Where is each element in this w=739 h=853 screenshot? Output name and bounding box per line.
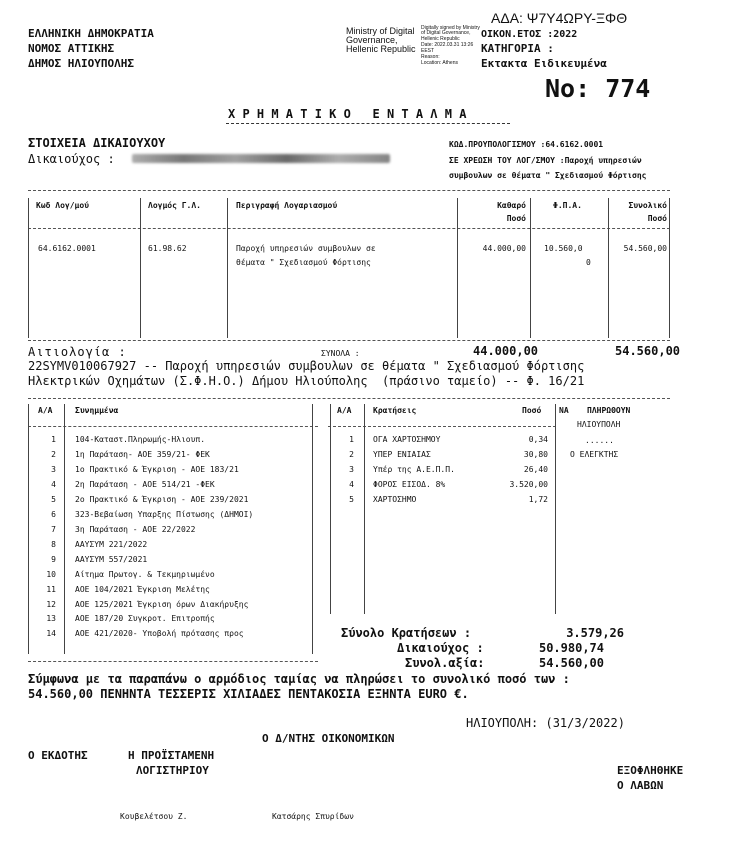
signature-line-3: Hellenic Republic: [421, 36, 460, 42]
attachment-number: 11: [46, 585, 56, 594]
attachment-number: 12: [46, 600, 56, 609]
org-line-1: ΕΛΛΗΝΙΚΗ ΔΗΜΟΚΡΑΤΙΑ: [28, 27, 154, 40]
paid-off-label: ΕΞΟΦΛΗΘΗΚΕ: [617, 764, 684, 777]
row-vat-1: 10.560,0: [544, 244, 583, 253]
deduction-number: 3: [349, 465, 354, 474]
finance-director: Ο Δ/ΝΤΗΣ ΟΙΚΟΝΟΜΙΚΩΝ: [262, 732, 395, 745]
payment-checker: Ο ΕΛΕΓΚΤΗΣ: [570, 450, 619, 459]
signature-line-5: EEST: [421, 48, 435, 54]
row-account-code: 64.6162.0001: [38, 244, 96, 253]
attachment-item: 1η Παράταση- ΑΟΕ 359/21- ΦΕΚ: [75, 450, 210, 459]
th-account-code: Κωδ Λογ/μού: [36, 201, 89, 210]
org-line-3: ΔΗΜΟΣ ΗΛΙΟΥΠΟΛΗΣ: [28, 57, 134, 70]
deduction-amount: 1,72: [528, 495, 548, 504]
attachment-item: ΑΟΕ 125/2021 Έγκριση όρων Διακήρυξης: [75, 600, 249, 609]
deduction-number: 5: [349, 495, 354, 504]
justification-line-1: 22SYMV010067927 -- Παροχή υπηρεσιών συμβουλων σε θέματα " Σχεδιασμού Φόρτισης: [28, 359, 585, 373]
head-label-2: ΛΟΓΙΣΤΗΡΙΟΥ: [136, 764, 209, 777]
redacted-beneficiary-name: [132, 154, 390, 163]
payment-city: ΗΛΙΟΥΠΟΛΗ: [577, 420, 621, 429]
org-line-2: ΝΟΜΟΣ ΑΤΤΙΚΗΣ: [28, 42, 115, 55]
attachment-number: 10: [46, 570, 56, 579]
attachment-item: 104-Καταστ.Πληρωμής-Ηλιουπ.: [75, 435, 206, 444]
head-name: Κατσάρης Σπυρίδων: [272, 812, 354, 821]
th-vat: Φ.Π.Α.: [553, 201, 582, 210]
payment-statement-2: 54.560,00 ΠΕΝΗΝΤΑ ΤΕΣΣΕΡΙΣ ΧΙΛΙΑΔΕΣ ΠΕΝΤΑΚΟΣΙΑ ΕΞΗΝΤΑ EURO €.: [28, 687, 469, 701]
budget-code: ΚΩΔ.ΠΡΟΥΠΟΛΟΓΙΣΜΟΥ :64.6162.0001: [449, 140, 604, 149]
attachment-number: 13: [46, 614, 56, 623]
ada-code: ΑΔΑ: Ψ7Υ4ΩΡΥ-ΞΦΘ: [491, 10, 628, 26]
totals-net: 44.000,00: [473, 344, 539, 358]
deduction-name: ΟΓΑ ΧΑΡΤΟΣΗΜΟΥ: [373, 435, 441, 444]
issuer-label: Ο ΕΚΔΟΤΗΣ: [28, 749, 88, 762]
attachment-number: 8: [51, 540, 56, 549]
th-deduction-amount: Ποσό: [522, 406, 542, 415]
total-value-label: Συνολ.αξία:: [405, 656, 485, 670]
deduction-name: ΧΑΡΤΟΣΗΜΟ: [373, 495, 417, 504]
head-label-1: Η ΠΡΟΪΣΤΑΜΕΝΗ: [128, 749, 215, 762]
attachment-item: 1ο Πρακτικό & Έγκριση - ΑΟΕ 183/21: [75, 465, 239, 474]
signature-line-4: Date: 2022.03.31 13:26: [421, 42, 474, 48]
category-value: Εκτακτα Ειδικευμένα: [481, 57, 607, 70]
signature-line-2: of Digital Governance,: [421, 30, 471, 36]
th-description: Περιγραφή Λογαριασμού: [236, 201, 338, 210]
deduction-name: Υπέρ της Α.Ε.Π.Π.: [373, 465, 455, 474]
attachment-item: ΑΟΕ 104/2021 Έγκριση Μελέτης: [75, 585, 210, 594]
row-net-amount: 44.000,00: [482, 244, 526, 253]
th-net-1: Καθαρό: [497, 201, 526, 210]
issuer-name: Κουβελέτσου Ζ.: [120, 812, 188, 821]
beneficiary-heading: ΣΤΟΙΧΕΙΑ ΔΙΚΑΙΟΥΧΟΥ: [28, 136, 166, 150]
attachment-number: 7: [51, 525, 56, 534]
attachment-number: 1: [51, 435, 56, 444]
payment-statement-1: Σύμφωνα με τα παραπάνω ο αρμόδιος ταμίας να πληρώσει το συνολικό ποσό των :: [28, 672, 570, 686]
place-date: ΗΛΙΟΥΠΟΛΗ: (31/3/2022): [466, 716, 625, 730]
ministry-line-1: Ministry of Digital: [346, 26, 415, 36]
attachment-number: 9: [51, 555, 56, 564]
totals-total: 54.560,00: [615, 344, 681, 358]
row-gl-account: 61.98.62: [148, 244, 187, 253]
totals-label: ΣΥΝΟΛΑ :: [321, 349, 360, 358]
fiscal-year: ΟΙΚΟΝ.ΕΤΟΣ :2022: [481, 29, 578, 40]
attachment-item: 2ο Πρακτικό & Έγκριση - ΑΟΕ 239/2021: [75, 495, 249, 504]
signature-line-1: Digitally signed by Ministry: [421, 25, 480, 31]
th-deductions: Κρατήσεις: [373, 406, 417, 415]
total-value-amount: 54.560,00: [538, 656, 604, 670]
attachment-number: 2: [51, 450, 56, 459]
attachment-number: 4: [51, 480, 56, 489]
attachment-item: ΑΑΥΣΥΜ 557/2021: [75, 555, 148, 564]
document-number: No: 774: [545, 74, 651, 103]
row-description-1: Παροχή υπηρεσιών συμβουλων σε: [236, 244, 376, 253]
row-total-amount: 54.560,00: [623, 244, 667, 253]
beneficiary-label: Δικαιούχος :: [28, 152, 115, 166]
row-vat-2: 0: [586, 258, 591, 267]
attachment-item: ΑΑΥΣΥΜ 221/2022: [75, 540, 148, 549]
withholdings-total-label: Σύνολο Κρατήσεων :: [341, 626, 472, 640]
deduction-name: ΥΠΕΡ ΕΝΙΑΙΑΣ: [373, 450, 431, 459]
deduction-amount: 3.520,00: [509, 480, 548, 489]
th-gl-account: Λογμός Γ.Λ.: [148, 201, 201, 210]
attachment-number: 5: [51, 495, 56, 504]
withholdings-total-value: 3.579,26: [566, 626, 624, 640]
document-title: Χ Ρ Η Μ Α Τ Ι Κ Ο Ε Ν Τ Α Λ Μ Α: [228, 107, 467, 121]
deduction-amount: 30,80: [523, 450, 548, 459]
attachment-item: Αίτημα Πρωτογ. & Τεκμηριωμένο: [75, 570, 215, 579]
recipient-label: Ο ΛΑΒΩΝ: [617, 779, 664, 792]
attachment-number: 6: [51, 510, 56, 519]
signature-line-7: Location: Athens: [421, 60, 458, 66]
attachment-item: 323-Βεβαίωση Υπαρξης Πίστωσης (ΔΗΜΟΙ): [75, 510, 254, 519]
attachment-item: ΑΟΕ 187/20 Συγκροτ. Επιτροπής: [75, 614, 215, 623]
attachment-item: 3η Παράταση - ΑΟΕ 22/2022: [75, 525, 196, 534]
attachment-item: 2η Παράταση - ΑΟΕ 514/21 -ΦΕΚ: [75, 480, 215, 489]
category-label: ΚΑΤΗΓΟΡΙΑ :: [481, 42, 554, 55]
th-net-2: Ποσό: [506, 214, 526, 223]
deduction-name: ΦΟΡΟΣ ΕΙΣΟΔ. 8%: [373, 480, 446, 489]
signature-line-6: Reason:: [421, 54, 440, 60]
th-total-1: Συνολικό: [628, 201, 667, 210]
charge-account-line-1: ΣΕ ΧΡΕΩΣΗ ΤΟΥ ΛΟΓ/ΣΜΟΥ :Παροχή υπηρεσιών: [449, 156, 642, 165]
th-total-2: Ποσό: [647, 214, 667, 223]
attachment-number: 14: [46, 629, 56, 638]
deduction-number: 2: [349, 450, 354, 459]
deduction-amount: 0,34: [528, 435, 548, 444]
charge-account-line-2: συμβουλων σε θέματα " Σχεδιασμού Φόρτισης: [449, 171, 647, 180]
payment-dots: ......: [585, 436, 614, 445]
deduction-number: 1: [349, 435, 354, 444]
justification-line-2: Ηλεκτρικών Οχημάτων (Σ.Φ.Η.Ο.) Δήμου Ηλιούπολης (πράσινο ταμείο) -- Φ. 16/21: [28, 374, 585, 388]
th-deduction-number: Α/Α: [337, 406, 352, 415]
justification-label: Αιτιολογία :: [28, 345, 127, 359]
row-description-2: θέματα " Σχεδιασμού Φόρτισης: [236, 258, 371, 267]
payment-na: ΝΑ: [559, 406, 569, 415]
beneficiary-total-label: Δικαιούχος :: [397, 641, 484, 655]
attachment-number: 3: [51, 465, 56, 474]
th-attachments: Συνημμένα: [75, 406, 119, 415]
ministry-line-3: Hellenic Republic: [346, 44, 416, 54]
attachment-item: ΑΟΕ 421/2020- Υποβολή πρότασης προς: [75, 629, 244, 638]
th-attachment-number: Α/Α: [38, 406, 53, 415]
payment-paid: ΠΛΗΡΩΘΟΥΝ: [587, 406, 631, 415]
deduction-number: 4: [349, 480, 354, 489]
deduction-amount: 26,40: [523, 465, 548, 474]
ministry-line-2: Governance,: [346, 35, 398, 45]
beneficiary-total-value: 50.980,74: [538, 641, 604, 655]
